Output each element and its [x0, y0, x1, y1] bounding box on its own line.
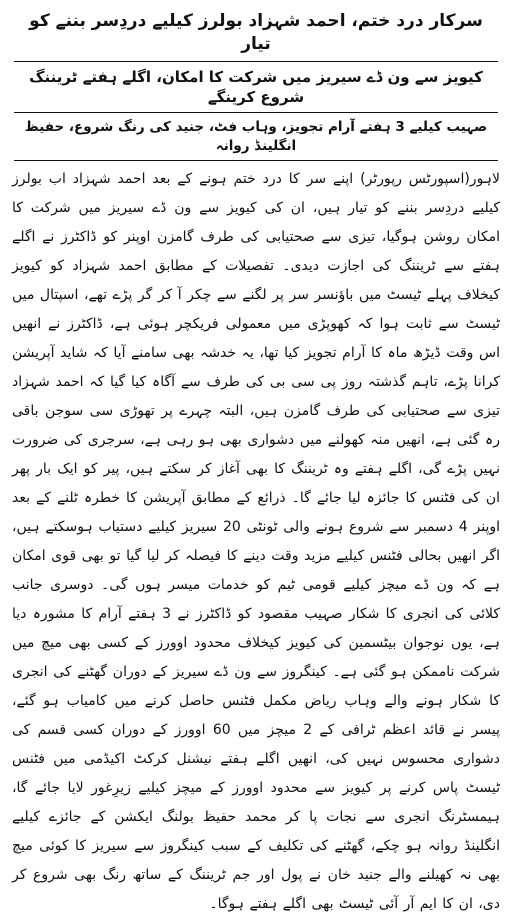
- third-headline: صہیب کیلیے 3 ہفتے آرام تجویز، وہاب فٹ، جنید کی رنگ شروع، حفیظ انگلینڈ روانہ: [24, 119, 488, 154]
- article-body: لاہور(اسپورٹس رپورٹر) اپنے سر کا درد ختم ہونے کے بعد احمد شہزاد اب بولرز کیلیے دردِسر بننے کو تیار ہیں، ان کی کیویز سے ون ڈے سیریز میں شرکت کا امکان روشن ہوگیا، تیزی سے صحتیابی کی طرف گامزن اوپنر کو ڈاکٹرز نے اگلے ہفتے سے ٹریننگ کی اجازت دیدی۔ تفصیلات کے مطابق احمد شہزاد کو کیویز کیخلاف پہلے ٹیسٹ میں باؤنسر سر پر لگنے سے چکر آ کر گر پڑے تھے، اسپتال میں ٹیسٹ سے ثابت ہوا کہ کھوپڑی میں معمولی فریکچر ہوئی ہے، ڈاکٹرز نے انھیں اس وقت ڈیڑھ ماہ کا آرام تجویز کیا تھا، یہ خدشہ بھی سامنے آیا کہ شاید آپریشن کرانا پڑے، تاہم گذشتہ روز پی سی بی کی طرف سے آگاہ کیا گیا کہ احمد شہزاد تیزی سے صحتیابی کی طرف گامزن ہیں، البتہ چہرے پر تھوڑی سی سوجن باقی رہ گئی ہے، انھیں منہ کھولنے میں دشواری بھی ہو رہی ہے، سرجری کی ضرورت نہیں پڑے گی، اگلے ہفتے وہ ٹریننگ کا بھی آغاز کر سکتے ہیں، پیر کو ایک بار پھر ان کی فٹنس کا جائزہ لیا جائے گا۔ ذرائع کے مطابق آپریشن کا خطرہ ٹلنے کے بعد اوپنر 4 دسمبر سے شروع ہونے والی ٹونٹی 20 سیریز کیلیے دستیاب ہوسکتے ہیں، اگر انھیں بحالی فٹنس کیلیے مزید وقت دینے کا فیصلہ کر لیا گیا تو بھی قوی امکان ہے کہ ون ڈے میچز کیلیے قومی ٹیم کو خدمات میسر ہوں گی۔ دوسری جانب کلائی کی انجری کا شکار صہیب مقصود کو ڈاکٹرز نے 3 ہفتے آرام کا مشورہ دیا ہے، یوں نوجوان بیٹسمین کی کیویز کیخلاف محدود اوورز کے کسی بھی میچ میں شرکت ناممکن ہو گئی ہے۔ کینگروز سے ون ڈے سیریز کے دوران گھٹنے کی انجری کا شکار ہونے والے وہاب ریاض مکمل فٹنس حاصل کرنے میں کامیاب ہو گئے، پیسر نے قائد اعظم ٹرافی کے 2 میچز میں 60 اوورز کے دوران کسی قسم کی دشواری محسوس نہیں کی، انھیں اگلے ہفتے نیشنل کرکٹ اکیڈمی میں فٹنس ٹیسٹ پاس کرنے پر کیویز سے محدود اوورز کے میچز کیلیے زیرِغور لایا جائے گا، ہیمسٹرنگ انجری سے نجات پا کر محمد حفیظ بولنگ ایکشن کے جائزے کیلیے انگلینڈ روانہ ہو چکے، گھٹنے کی تکلیف کے سبب کینگروز سے سیریز کا کوئی میچ بھی نہ کھیلنے والے جنید خان نے پول اور جم ٹریننگ کے ساتھ رنگ بھی شروع کر دی، ان کا ایم آر آئی ٹیسٹ بھی اگلے ہفتے ہوگا۔: [12, 170, 501, 912]
- second-headline: کیویز سے ون ڈے سیریز میں شرکت کا امکان، اگلے ہفتے ٹریننگ شروع کرینگے: [29, 67, 483, 107]
- headline-divider-3: [14, 160, 498, 161]
- main-headline: سرکار درد ختم، احمد شہزاد بولرز کیلیے دردِسر بننے کو تیار: [29, 11, 483, 54]
